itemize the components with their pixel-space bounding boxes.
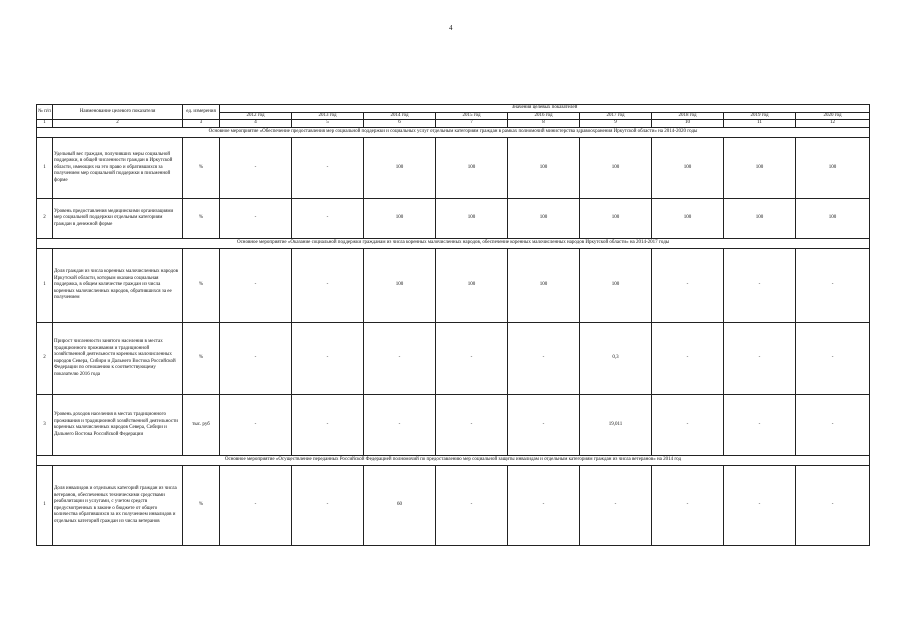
header-name: Наименование целевого показателя: [53, 105, 183, 120]
value-cell: -: [724, 249, 796, 323]
row-number: 1: [37, 466, 53, 546]
header-year: 2015 год: [436, 112, 508, 120]
column-index: 3: [183, 120, 220, 128]
value-cell: 100: [796, 138, 870, 199]
value-cell: -: [292, 395, 364, 456]
value-cell: -: [220, 249, 292, 323]
indicator-name: Уровень предоставления медицинскими организациями мер социальной поддержки отдельным категориям граждан в денежной форме: [53, 199, 183, 239]
value-cell: 100: [652, 199, 724, 239]
table-row: [37, 138, 870, 199]
value-cell: 100: [436, 199, 508, 239]
value-cell: -: [292, 249, 364, 323]
header-year: 2018 год: [652, 112, 724, 120]
value-cell: -: [724, 395, 796, 456]
value-cell: -: [508, 395, 580, 456]
section-row: [37, 456, 870, 466]
value-cell: 100: [364, 138, 436, 199]
table-row: [37, 466, 870, 546]
value-cell: -: [436, 323, 508, 395]
value-cell: -: [220, 466, 292, 546]
page-number: 4: [449, 24, 453, 32]
header-year: 2016 год: [508, 112, 580, 120]
value-cell: -: [292, 466, 364, 546]
column-index: 8: [508, 120, 580, 128]
value-cell: 100: [796, 199, 870, 239]
value-cell: -: [724, 466, 796, 546]
column-index: 6: [364, 120, 436, 128]
row-number: 1: [37, 249, 53, 323]
section-row: [37, 128, 870, 138]
value-cell: 100: [580, 199, 652, 239]
value-cell: 100: [724, 199, 796, 239]
column-index: 5: [292, 120, 364, 128]
value-cell: -: [220, 395, 292, 456]
value-cell: -: [652, 395, 724, 456]
value-cell: 0,3: [580, 323, 652, 395]
header-year: 2012 год: [220, 112, 292, 120]
unit-cell: %: [183, 249, 220, 323]
section-title: Основное мероприятие «Обеспечение предоставления мер социальной поддержки и социальных услуг отдельным категориям граждан в рамках полномочий министерства здравоохранения Иркутской области» на 2014-2020 годы: [37, 128, 870, 138]
section-row: [37, 239, 870, 249]
value-cell: -: [292, 323, 364, 395]
value-cell: -: [580, 466, 652, 546]
row-number: 3: [37, 395, 53, 456]
header-year: 2019 год: [724, 112, 796, 120]
value-cell: -: [292, 199, 364, 239]
row-number: 2: [37, 323, 53, 395]
value-cell: -: [652, 249, 724, 323]
unit-cell: тыс. руб: [183, 395, 220, 456]
column-index: 12: [796, 120, 870, 128]
unit-cell: %: [183, 323, 220, 395]
column-index: 7: [436, 120, 508, 128]
value-cell: -: [436, 466, 508, 546]
column-index: 4: [220, 120, 292, 128]
unit-cell: %: [183, 466, 220, 546]
value-cell: 60: [364, 466, 436, 546]
column-index-row: [37, 120, 870, 128]
section-title: Основное мероприятие «Осуществление переданных Российской Федерацией полномочий по предоставлению мер социальной защиты инвалидам и отдельным категориям граждан из числа ветеранов» на 2014 год: [37, 456, 870, 466]
value-cell: 100: [436, 138, 508, 199]
header-values-group: Значения целевых показателей: [220, 105, 870, 113]
indicator-name: Прирост численности занятого населения в местах традиционного проживания и традиционной хозяйственной деятельности коренных малочисленных народов Севера, Сибири и Дальнего Востока Российской Федерации по отношению к соответствующему показателю 2016 года: [53, 323, 183, 395]
table-row: [37, 395, 870, 456]
unit-cell: %: [183, 199, 220, 239]
column-index: 2: [53, 120, 183, 128]
header-year: 2013 год: [292, 112, 364, 120]
value-cell: -: [796, 323, 870, 395]
indicator-name: Уровень доходов населения в местах традиционного проживания и традиционной хозяйственной деятельности коренных малочисленных народов Севера, Сибири и Дальнего Востока Российской Федерации: [53, 395, 183, 456]
value-cell: 100: [508, 249, 580, 323]
unit-cell: %: [183, 138, 220, 199]
value-cell: 100: [580, 249, 652, 323]
indicator-name: Доля инвалидов и отдельных категорий граждан из числа ветеранов, обеспеченных техническими средствами реабилитации и услугами, с учетом средств предусмотренных в законе о бюджете от общего количества обратившихся за их получением инвалидов и отдельных категорий граждан из числа ветеранов: [53, 466, 183, 546]
value-cell: 100: [436, 249, 508, 323]
header-year: 2020 год: [796, 112, 870, 120]
indicator-name: Удельный вес граждан, получивших меры социальной поддержки, в общей численности граждан в Иркутской области, имеющих на это право и обратившихся за получением мер социальной поддержки в письменной форме: [53, 138, 183, 199]
column-index: 10: [652, 120, 724, 128]
section-title: Основное мероприятие «Оказание социальной поддержки гражданам из числа коренных малочисленных народов, обеспечение коренных малочисленных народов Иркутской области» на 2014-2017 годы: [37, 239, 870, 249]
header-year: 2014 год: [364, 112, 436, 120]
value-cell: 100: [364, 249, 436, 323]
value-cell: -: [796, 249, 870, 323]
value-cell: -: [436, 395, 508, 456]
table-row: [37, 199, 870, 239]
value-cell: -: [292, 138, 364, 199]
indicator-name: Доля граждан из числа коренных малочисленных народов Иркутской области, которым оказана социальная поддержка, в общем количестве граждан из числа коренных малочисленных народов, обратившихся за ее получением: [53, 249, 183, 323]
table-row: [37, 323, 870, 395]
value-cell: 100: [508, 138, 580, 199]
column-index: 11: [724, 120, 796, 128]
value-cell: 19,011: [580, 395, 652, 456]
value-cell: -: [364, 395, 436, 456]
value-cell: -: [796, 395, 870, 456]
value-cell: 100: [508, 199, 580, 239]
value-cell: 100: [364, 199, 436, 239]
value-cell: -: [220, 138, 292, 199]
row-number: 1: [37, 138, 53, 199]
table-body: [37, 120, 870, 546]
header-num: № п/п: [37, 105, 53, 120]
value-cell: -: [652, 466, 724, 546]
value-cell: 100: [724, 138, 796, 199]
value-cell: -: [508, 323, 580, 395]
table-row: [37, 249, 870, 323]
header-unit: ед. измерения: [183, 105, 220, 120]
value-cell: -: [364, 323, 436, 395]
value-cell: -: [508, 466, 580, 546]
column-index: 9: [580, 120, 652, 128]
row-number: 2: [37, 199, 53, 239]
value-cell: -: [220, 323, 292, 395]
value-cell: -: [796, 466, 870, 546]
indicators-table: [36, 104, 870, 546]
column-index: 1: [37, 120, 53, 128]
value-cell: 100: [652, 138, 724, 199]
value-cell: -: [652, 323, 724, 395]
header-year: 2017 год: [580, 112, 652, 120]
value-cell: 100: [580, 138, 652, 199]
value-cell: -: [220, 199, 292, 239]
value-cell: -: [724, 323, 796, 395]
